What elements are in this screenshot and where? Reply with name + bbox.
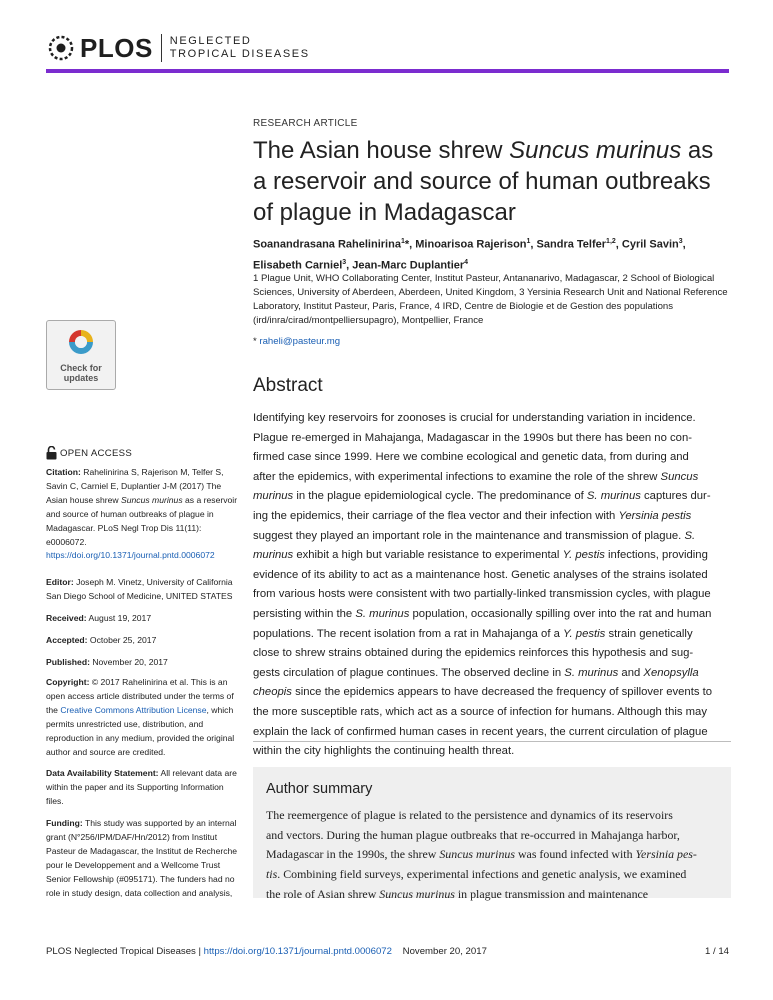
- author-name[interactable]: Minoarisoa Rajerison: [415, 238, 527, 251]
- abstract-line: after the epidemics, with experimental infections to examine the role of the shrew Suncus: [253, 470, 699, 483]
- abstract-line: close to shrew strains obtained during the epidemics reinforces this hypothesis and sug-: [253, 647, 694, 660]
- author-name[interactable]: Jean-Marc Duplantier: [352, 259, 465, 272]
- author-line-2: Elisabeth Carniel$^3$, Jean-Marc Duplantier$^4$: [253, 258, 469, 272]
- journal-name-line1: NEGLECTED: [169, 35, 252, 47]
- abstract-heading: Abstract: [253, 375, 323, 396]
- author-line-1: Soanandrasana Rahelinirina$^1$*, Minoarisoa Rajerison$^1$, Sandra Telfer$^{1,2}$, Cyril Savin$^3$,: [253, 238, 686, 251]
- data-availability-label: Data Availability Statement:: [46, 768, 159, 778]
- author-name[interactable]: Soanandrasana Rahelinirina: [253, 238, 401, 251]
- abstract-line: Plague re-emerged in Mahajanga, Madagascar in the 1990s but there has been no con-: [253, 431, 692, 444]
- open-lock-icon: [46, 446, 57, 460]
- abstract-line: suggest they played an important role in the maintenance and transmission of plague. S.: [253, 529, 696, 542]
- abstract-divider: [253, 741, 731, 742]
- page-number: 1 / 14: [704, 946, 729, 957]
- data-availability-block: [46, 767, 239, 809]
- funding-label: Funding:: [46, 818, 83, 828]
- received-block: [46, 612, 239, 626]
- footer-journal: PLOS Neglected Tropical Diseases |: [46, 946, 204, 957]
- author-affil-sup: 1,2: [606, 238, 616, 245]
- plos-logo-icon: [46, 33, 76, 63]
- abstract-line: firmed case since 1999. Here we combine ecological and genetic data, from during and: [253, 451, 689, 464]
- italic-term: Yersinia pes-: [635, 847, 697, 862]
- open-access-text: OPEN ACCESS: [60, 447, 133, 459]
- published-block: [46, 656, 239, 670]
- abstract-body: [253, 409, 731, 762]
- accepted-block: [46, 634, 239, 648]
- accepted-date: October 25, 2017: [87, 635, 157, 645]
- italic-term: S. murinus: [355, 607, 410, 620]
- affiliations: 1 Plague Unit, WHO Collaborating Center, Institut Pasteur, Antananarivo, Madagascar, 2 School of Biological Sciences, University of Aberdeen, Aberdeen, United Kingdom, 3 Yersinia Research Unit and National Reference Laboratory, Institut Pasteur, Paris, France, 4 IRD, Centre de Biologie et de Gestion des populations (ird/inra/cirad/montpelliersupagro), Montpellier, France: [253, 273, 728, 326]
- citation-block: [46, 466, 239, 563]
- footer-date: November 20, 2017: [402, 946, 487, 957]
- author-summary-box: [253, 767, 731, 901]
- accepted-label: Accepted:: [46, 635, 88, 645]
- editor-text: Joseph M. Vinetz, University of California San Diego School of Medicine, UNITED STATES: [46, 577, 233, 601]
- author-summary-heading: Author summary: [266, 781, 373, 797]
- italic-term: Xenopsylla: [643, 666, 699, 679]
- page-footer: [46, 946, 729, 957]
- summary-line: and vectors. During the human plague outbreaks that re-occurred in Mahajanga harbor,: [266, 827, 680, 842]
- citation-text-2: as a reservoir and source of human outbreaks of plague in Madagascar. PLoS Negl Trop Dis 11(11): e0006072.: [46, 494, 238, 547]
- editor-block: [46, 576, 239, 604]
- title-part-1: The Asian house shrew: [253, 137, 510, 164]
- italic-term: S. murinus: [586, 490, 641, 503]
- crossmark-icon: [66, 327, 96, 359]
- author-affil-sup: 1: [526, 238, 531, 245]
- open-access-label: [46, 446, 132, 460]
- abstract-line: ing the epidemics, their carriage of the flea vector and their infection with Yersinia pestis: [253, 509, 692, 522]
- author-affil-sup: 4: [464, 258, 469, 266]
- abstract-line: within the city highlights the continuing health threat.: [253, 745, 515, 758]
- italic-term: S. murinus: [564, 666, 619, 679]
- correspondence: [253, 336, 731, 347]
- received-label: Received:: [46, 613, 87, 623]
- copyright-text-1: © 2017 Rahelinirina et al. This is an open access article distributed under the terms of the: [46, 677, 234, 715]
- published-date: November 20, 2017: [89, 657, 168, 667]
- received-date: August 19, 2017: [86, 613, 152, 623]
- author-name[interactable]: Sandra Telfer: [536, 238, 607, 251]
- logo-divider: [161, 34, 162, 62]
- header-rule: [46, 69, 729, 73]
- title-italic-species: Suncus murinus: [509, 137, 682, 164]
- article-title: [253, 135, 731, 228]
- citation-text-1: Rahelinirina S, Rajerison M, Telfer S, Savin C, Carniel E, Duplantier J-M (2017) The Asian house shrew: [46, 467, 224, 505]
- abstract-line: persisting within the S. murinus population, occasionally spilling over into the rat and human: [253, 607, 712, 620]
- editor-label: Editor:: [46, 577, 74, 587]
- abstract-line: from various hosts were consistent with two partially-linked transmission cycles, with plague: [253, 588, 711, 601]
- author-name[interactable]: Cyril Savin: [621, 238, 679, 251]
- summary-line: tis. Combining field surveys, experimental infections and genetic analysis, we examined: [266, 867, 687, 882]
- check-for-updates-label: [47, 363, 115, 383]
- journal-name-line2: TROPICAL DISEASES: [169, 48, 310, 60]
- abstract-line: explain the lack of confirmed human cases in recent years, the current circulation of plague: [253, 725, 708, 738]
- author-affil-sup: 3: [678, 238, 683, 245]
- italic-term: cheopis: [253, 686, 292, 699]
- summary-line: Madagascar in the 1990s, the shrew Suncus murinus was found infected with Yersinia pes-: [266, 847, 697, 862]
- corresponding-mark: *: [404, 238, 410, 251]
- abstract-line: populations. The recent isolation from a rat in Mahajanga of a Y. pestis strain genetically: [253, 627, 693, 640]
- correspondence-email-link[interactable]: raheli@pasteur.mg: [259, 336, 341, 347]
- italic-term: Suncus murinus: [379, 886, 455, 901]
- author-affil-sup: 3: [342, 258, 347, 266]
- italic-term: S.: [684, 529, 696, 542]
- article-type-label: RESEARCH ARTICLE: [253, 118, 358, 129]
- italic-term: Suncus: [660, 470, 699, 483]
- citation-doi-link[interactable]: https://doi.org/10.1371/journal.pntd.0006072: [46, 550, 215, 561]
- check-updates-line1: Check for: [60, 363, 102, 373]
- italic-term: murinus: [253, 549, 294, 562]
- footer-doi-link[interactable]: https://doi.org/10.1371/journal.pntd.0006072: [203, 946, 392, 957]
- funding-text: This study was supported by an internal grant (N°256/IPM/DAF/Hn/2012) from Institut Pasteur de Madagascar, the Institut de Recherche pour le Developpement and a Wellcome Trust Senior Fellowship (#095171). The funders had no role in study design, data collection and analysis,: [46, 818, 238, 898]
- journal-logo[interactable]: [46, 34, 310, 62]
- author-affil-sup: 1: [400, 238, 405, 245]
- author-list: [253, 233, 731, 274]
- data-availability-text: All relevant data are within the paper and its Supporting Information files.: [46, 768, 237, 806]
- check-updates-line2: updates: [63, 373, 99, 383]
- summary-line: the role of Asian shrew Suncus murinus in plague transmission and maintenance: [266, 886, 649, 901]
- license-link[interactable]: Creative Commons Attribution License: [60, 704, 207, 715]
- italic-term: Y. pestis: [562, 549, 605, 562]
- citation-label: Citation:: [46, 467, 81, 477]
- copyright-label: Copyright:: [46, 677, 90, 687]
- correspondence-marker: *: [253, 336, 257, 347]
- abstract-line: the more susceptible rats, which act as a source of infection for humans. Although this may: [253, 705, 707, 718]
- abstract-line: gests circulation of plague continues. The observed decline in S. murinus and Xenopsylla: [253, 666, 699, 679]
- copyright-text-2: , which permits unrestricted use, distribution, and reproduction in any medium, provided the original author and source are credited.: [46, 704, 235, 757]
- summary-line: The reemergence of plague is related to the persistence and dynamics of its reservoirs: [266, 808, 673, 822]
- funding-block: [46, 817, 239, 900]
- abstract-line: murinus in the plague epidemiological cycle. The predominance of S. murinus captures dur-: [253, 490, 711, 503]
- published-label: Published:: [46, 657, 90, 667]
- copyright-block: [46, 676, 239, 759]
- journal-name: [170, 35, 310, 61]
- abstract-line: evidence of its ability to act as a maintenance host. Genetic analyses of the strains isolated: [253, 568, 708, 581]
- abstract-line: murinus exhibit a high but variable resistance to experimental Y. pestis infections, providing: [253, 549, 708, 562]
- italic-term: tis: [266, 867, 278, 882]
- italic-term: murinus: [253, 490, 294, 503]
- author-summary-body: [266, 806, 721, 905]
- check-for-updates-badge[interactable]: [46, 320, 116, 390]
- abstract-line: Identifying key reservoirs for zoonoses is crucial for understanding variation in incidence.: [253, 412, 696, 424]
- plos-wordmark: PLOS: [80, 32, 153, 63]
- italic-term: Yersinia pestis: [618, 509, 692, 522]
- citation-italic: Suncus murinus: [121, 494, 183, 505]
- title-part-2: as a reservoir and source of human outbreaks of plague in Madagascar: [253, 137, 714, 226]
- abstract-line: cheopis since the epidemics appears to have decreased the frequency of spillover events to: [253, 686, 713, 699]
- author-name[interactable]: Elisabeth Carniel: [253, 259, 343, 272]
- italic-term: Suncus murinus: [439, 847, 515, 862]
- italic-term: Y. pestis: [563, 627, 606, 640]
